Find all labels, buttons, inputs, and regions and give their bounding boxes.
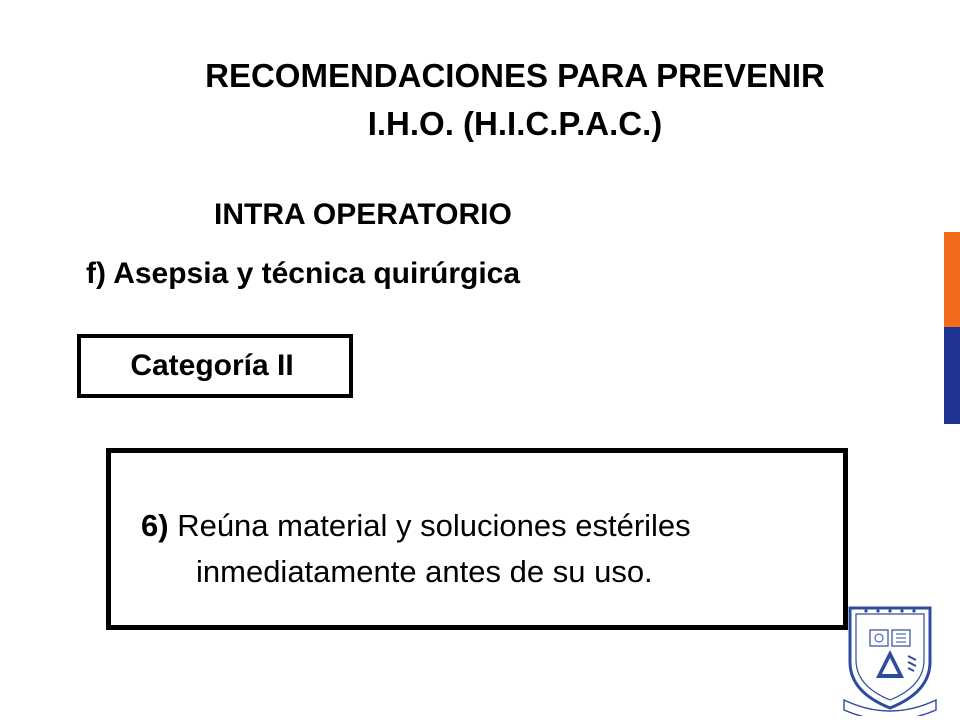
- recommendation-line-2: inmediatamente antes de su uso.: [196, 554, 653, 589]
- category-box: [77, 334, 353, 398]
- recommendation-number: 6): [141, 508, 169, 543]
- accent-bar-orange: [944, 232, 960, 327]
- section-heading: INTRA OPERATORIO: [214, 198, 512, 231]
- category-label: Categoría II: [130, 349, 294, 382]
- recommendation-text: [141, 503, 841, 595]
- slide-title: [150, 52, 880, 148]
- slide-title-line-1: RECOMENDACIONES PARA PREVENIR: [205, 57, 825, 94]
- subsection-heading: f) Asepsia y técnica quirúrgica: [86, 257, 521, 290]
- recommendation-line-1: Reúna material y soluciones estériles: [168, 508, 691, 543]
- recommendation-box: [106, 448, 848, 630]
- accent-bar-blue: [944, 327, 960, 424]
- slide-title-line-2: I.H.O. (H.I.C.P.A.C.): [367, 105, 663, 142]
- university-crest-logo: [838, 600, 942, 716]
